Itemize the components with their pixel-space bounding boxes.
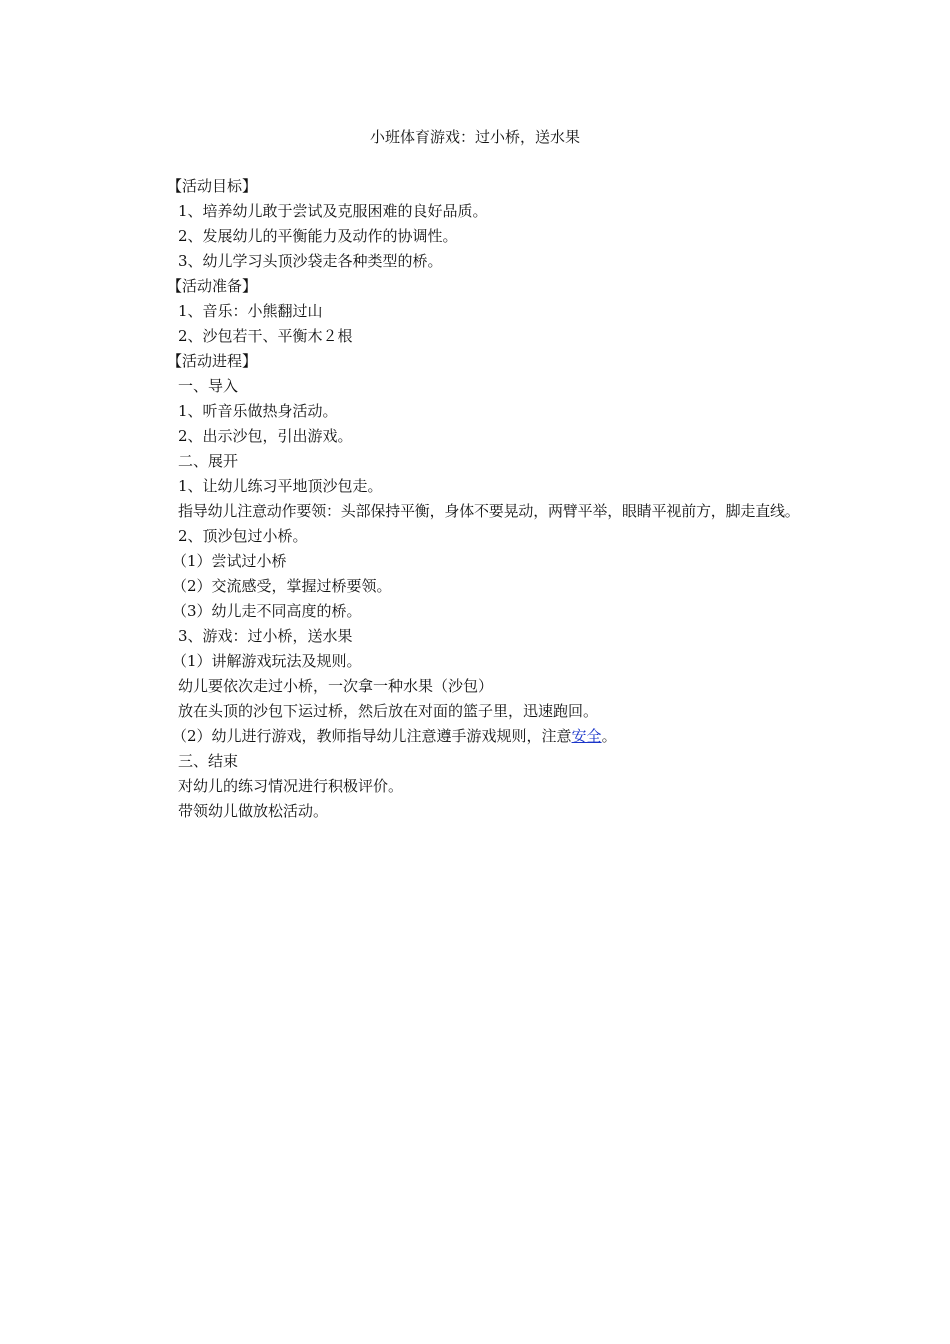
goal-item-2: 2、发展幼儿的平衡能力及动作的协调性。	[178, 227, 458, 245]
process-part-develop: 二、展开	[178, 452, 239, 470]
intro-item-1: 1、听音乐做热身活动。	[178, 402, 338, 420]
develop-item-2: 2、顶沙包过小桥。	[178, 527, 308, 545]
develop-item-3: 3、游戏：过小桥，送水果	[178, 627, 353, 645]
develop-item-2-step-3: （3）幼儿走不同高度的桥。	[172, 602, 362, 620]
ending-item-2: 带领幼儿做放松活动。	[178, 802, 329, 820]
preparation-item-1: 1、音乐：小熊翻过山	[178, 302, 323, 320]
document-title: 小班体育游戏：过小桥，送水果	[369, 128, 580, 146]
ending-item-1: 对幼儿的练习情况进行积极评价。	[178, 777, 404, 795]
process-part-intro: 一、导入	[178, 377, 239, 395]
game-rule-line-1: 幼儿要依次走过小桥，一次拿一种水果（沙包）	[178, 677, 494, 695]
develop-item-2-step-2: （2）交流感受，掌握过桥要领。	[172, 577, 392, 595]
section-heading-goals: 【活动目标】	[167, 177, 258, 195]
step-2-text: （2）幼儿进行游戏，教师指导幼儿注意遵手游戏规则，注意	[172, 727, 572, 745]
goal-item-3: 3、幼儿学习头顶沙袋走各种类型的桥。	[178, 252, 443, 270]
intro-item-2: 2、出示沙包，引出游戏。	[178, 427, 353, 445]
process-part-ending: 三、结束	[178, 752, 239, 770]
safety-link[interactable]: 安全	[571, 727, 602, 745]
goal-item-1: 1、培养幼儿敢于尝试及克服困难的良好品质。	[178, 202, 488, 220]
develop-item-1: 1、让幼儿练习平地顶沙包走。	[178, 477, 383, 495]
section-heading-process: 【活动进程】	[167, 352, 258, 370]
develop-item-2-step-1: （1）尝试过小桥	[172, 552, 287, 570]
preparation-item-2: 2、沙包若干、平衡木２根	[178, 327, 353, 345]
game-rule-line-2: 放在头顶的沙包下运过桥，然后放在对面的篮子里，迅速跑回。	[178, 702, 599, 720]
section-heading-preparation: 【活动准备】	[167, 277, 258, 295]
develop-guidance-paragraph: 指导幼儿注意动作要领：头部保持平衡，身体不要晃动，两臂平举，眼睛平视前方，脚走直线。	[178, 502, 800, 520]
develop-item-3-step-1: （1）讲解游戏玩法及规则。	[172, 652, 362, 670]
step-2-period: 。	[601, 727, 617, 745]
develop-item-3-step-2	[145, 724, 810, 749]
document-body	[145, 174, 810, 824]
